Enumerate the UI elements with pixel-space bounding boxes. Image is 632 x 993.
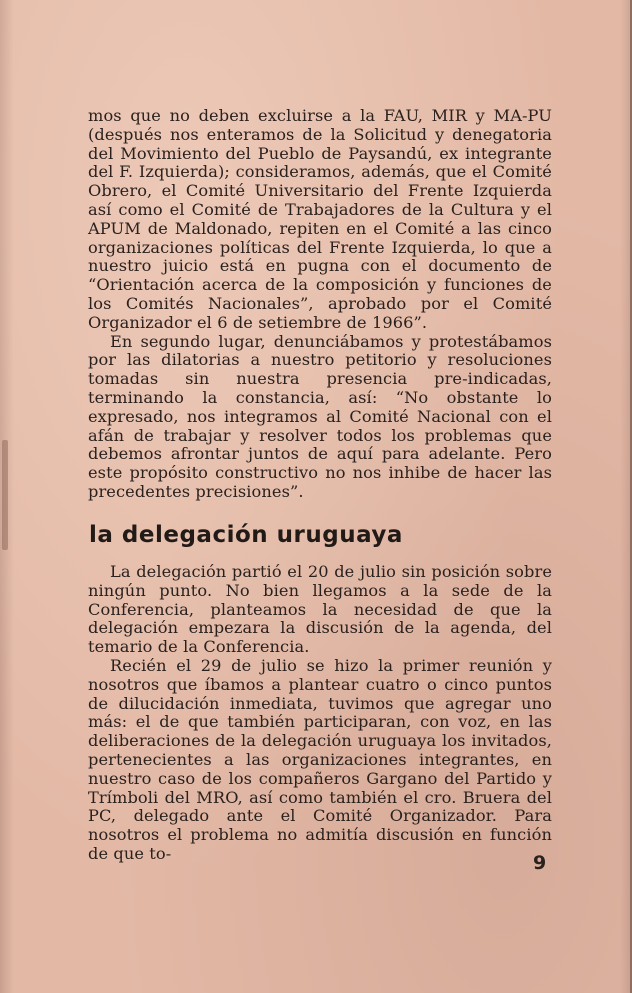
paragraph-first-meeting: Recién el 29 de julio se hizo la primer reunión y nosotros que íbamos a plantear cuatro o cinco puntos de dilucidación inmediata, tuvimos que agregar uno más: el de que también participaran, con voz, en las deliberaciones de la delegación uruguaya los invitados, pertenecientes a las organizaciones integrantes, en nuestro caso de los compañeros Gargano del Partido y Trímboli del MRO, así como también el cro. Bruera del PC, delegado ante el Comité Organizador. Para nosotros el problema no admitía discusión en función de que to- [88, 655, 552, 863]
body-text-top [88, 107, 552, 502]
binding-edge [2, 440, 8, 550]
paragraph-continuation: mos que no deben excluirse a la FAU, MIR y MA-PU (después nos enteramos de la Solicitud y denegatoria del Movimiento del Pueblo de Paysandú, ex integrante del F. Izquierda); consideramos, además, que el Comité Obrero, el Comité Universitario del Frente Izquierda así como el Comité de Trabajadores de la Cultura y el APUM de Maldonado, repiten en el Comité a las cinco organizaciones políticas del Frente Izquierda, lo que a nuestro juicio está en pugna con el documento de “Orientación acerca de la composición y funciones de los Comités Nacionales”, aprobado por el Comité Organizador el 6 de setiembre de 1966”. [88, 106, 552, 332]
body-text-bottom [88, 563, 552, 864]
page-number: 9 [533, 852, 547, 874]
paragraph-second: En segundo lugar, denunciábamos y protestábamos por las dilatorias a nuestro petitorio y resoluciones tomadas sin nuestra presencia pre-indicadas, terminando la constancia, así: “No obstante lo expresado, nos integramos al Comité Nacional con el afán de trabajar y resolver todos los problemas que debemos afrontar juntos de aquí para adelante. Pero este propósito constructivo no nos inhibe de hacer las precedentes precisiones”. [88, 331, 552, 501]
section-heading: la delegación uruguaya [89, 522, 403, 548]
paragraph-departure: La delegación partió el 20 de julio sin posición sobre ningún punto. No bien llegamos a la sede de la Conferencia, planteamos la necesidad de que la delegación empezara la discusión de la agenda, del temario de la Conferencia. [88, 562, 552, 657]
